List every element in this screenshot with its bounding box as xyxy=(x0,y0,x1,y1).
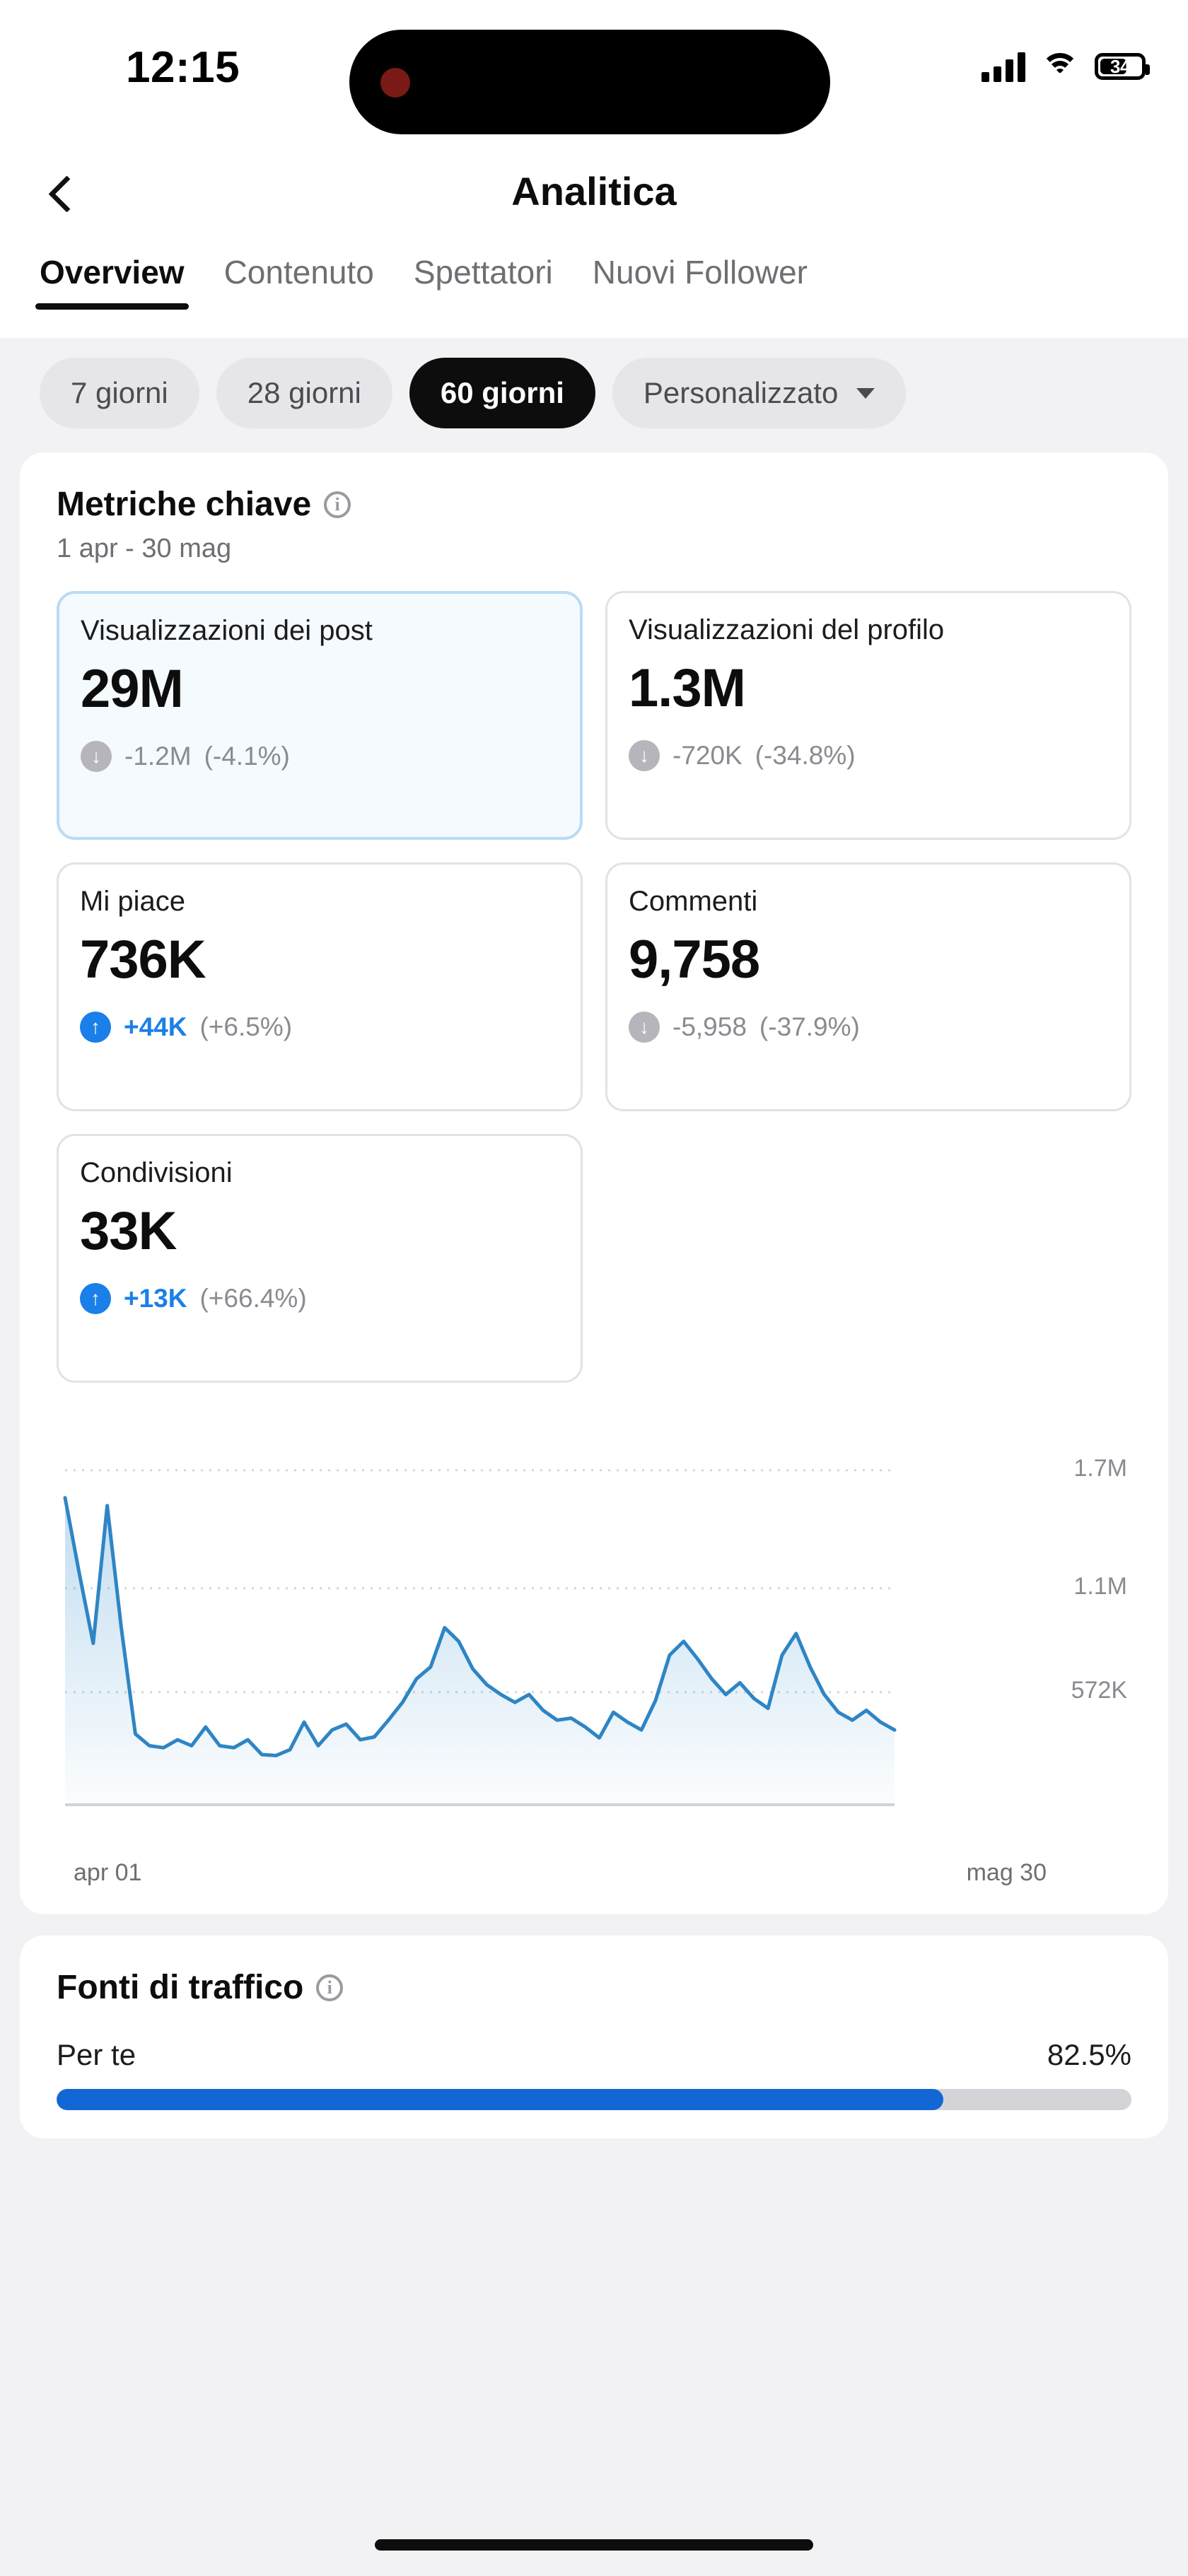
status-icons xyxy=(982,51,1146,82)
metric-delta xyxy=(629,1012,1108,1043)
traffic-sources-title: Fonti di traffico xyxy=(57,1969,304,2006)
traffic-progress-fill xyxy=(57,2089,943,2110)
traffic-row-name: Per te xyxy=(57,2038,136,2071)
app-header xyxy=(0,148,1188,247)
metric-value: 1.3M xyxy=(629,658,745,718)
battery-icon xyxy=(1095,53,1146,80)
chip-7-giorni[interactable]: 7 giorni xyxy=(40,358,199,428)
key-metrics-date-range: 1 apr - 30 mag xyxy=(57,534,232,563)
info-icon[interactable]: i xyxy=(324,491,351,518)
metric-card-post-views[interactable] xyxy=(57,591,583,840)
traffic-progress-track xyxy=(57,2089,1131,2110)
chart-x-axis xyxy=(57,1844,1131,1887)
page-title: Analitica xyxy=(511,169,677,213)
metric-card-likes[interactable] xyxy=(57,862,583,1111)
chip-personalizzato-label: Personalizzato xyxy=(643,376,839,409)
metric-value: 33K xyxy=(80,1201,177,1261)
chart-y-label-low: 572K xyxy=(1071,1676,1127,1704)
chart-y-label-mid: 1.1M xyxy=(1073,1572,1127,1600)
metrics-grid xyxy=(57,591,1131,1383)
post-views-chart xyxy=(57,1419,1131,1886)
date-range-chips xyxy=(0,338,1188,447)
metric-delta-value: +44K xyxy=(124,1012,187,1041)
arrow-down-icon: ↓ xyxy=(81,741,112,772)
chart-y-label-top: 1.7M xyxy=(1073,1454,1127,1482)
metric-delta xyxy=(629,740,1108,771)
metric-card-profile-views[interactable] xyxy=(605,591,1131,840)
metric-delta xyxy=(80,1012,559,1043)
metric-value: 9,758 xyxy=(629,930,760,990)
metric-card-shares[interactable] xyxy=(57,1134,583,1383)
chip-personalizzato[interactable] xyxy=(612,358,906,428)
traffic-row-pct: 82.5% xyxy=(1047,2038,1131,2071)
traffic-sources-card xyxy=(20,1936,1168,2138)
tab-spettatori[interactable]: Spettatori xyxy=(413,254,553,291)
metric-delta-pct: (-4.1%) xyxy=(204,742,290,771)
tab-contenuto[interactable]: Contenuto xyxy=(223,254,374,291)
metric-delta-value: -5,958 xyxy=(672,1012,747,1041)
metric-label: Visualizzazioni del profilo xyxy=(629,614,945,645)
key-metrics-title: Metriche chiave xyxy=(57,486,312,523)
metric-delta-pct: (+66.4%) xyxy=(199,1284,307,1313)
status-bar xyxy=(0,0,1188,148)
arrow-up-icon: ↑ xyxy=(80,1012,111,1043)
metric-label: Mi piace xyxy=(80,886,185,917)
info-icon[interactable]: i xyxy=(316,1974,343,2001)
metric-delta-value: -720K xyxy=(672,741,742,770)
arrow-up-icon: ↑ xyxy=(80,1283,111,1314)
metric-card-comments[interactable] xyxy=(605,862,1131,1111)
chip-28-giorni[interactable]: 28 giorni xyxy=(216,358,392,428)
metric-delta-pct: (+6.5%) xyxy=(199,1012,293,1041)
metric-value: 736K xyxy=(80,930,206,990)
key-metrics-header xyxy=(57,485,1131,524)
metric-delta-value: -1.2M xyxy=(124,742,192,771)
chart-canvas xyxy=(57,1419,1082,1844)
home-indicator xyxy=(375,2539,813,2551)
traffic-sources-header xyxy=(57,1968,1131,2007)
tab-overflow-fade xyxy=(1124,247,1188,338)
camera-indicator-icon xyxy=(380,68,410,98)
cellular-signal-icon xyxy=(982,51,1025,82)
chart-x-label-start: apr 01 xyxy=(74,1859,142,1886)
chip-60-giorni[interactable]: 60 giorni xyxy=(409,358,595,428)
chart-x-label-end: mag 30 xyxy=(966,1859,1047,1886)
arrow-down-icon: ↓ xyxy=(629,1012,660,1043)
metric-delta-pct: (-37.9%) xyxy=(759,1012,860,1041)
tab-bar xyxy=(0,247,1188,338)
tab-nuovi-follower[interactable]: Nuovi Follower xyxy=(592,254,808,291)
metric-value: 29M xyxy=(81,659,183,719)
status-time: 12:15 xyxy=(126,43,240,92)
battery-level: 34 xyxy=(1110,55,1130,77)
dynamic-island xyxy=(349,30,830,134)
chevron-down-icon xyxy=(856,388,875,399)
arrow-down-icon: ↓ xyxy=(629,740,660,771)
metric-delta-value: +13K xyxy=(124,1284,187,1313)
metric-label: Condivisioni xyxy=(80,1157,233,1188)
metric-label: Commenti xyxy=(629,886,758,917)
wifi-icon xyxy=(1041,52,1079,81)
metric-delta xyxy=(81,741,559,772)
tab-overview[interactable]: Overview xyxy=(40,247,185,291)
traffic-row xyxy=(57,2038,1131,2072)
metric-delta-pct: (-34.8%) xyxy=(755,741,856,770)
metric-label: Visualizzazioni dei post xyxy=(81,615,373,646)
key-metrics-card xyxy=(20,452,1168,1914)
metric-delta xyxy=(80,1283,559,1314)
